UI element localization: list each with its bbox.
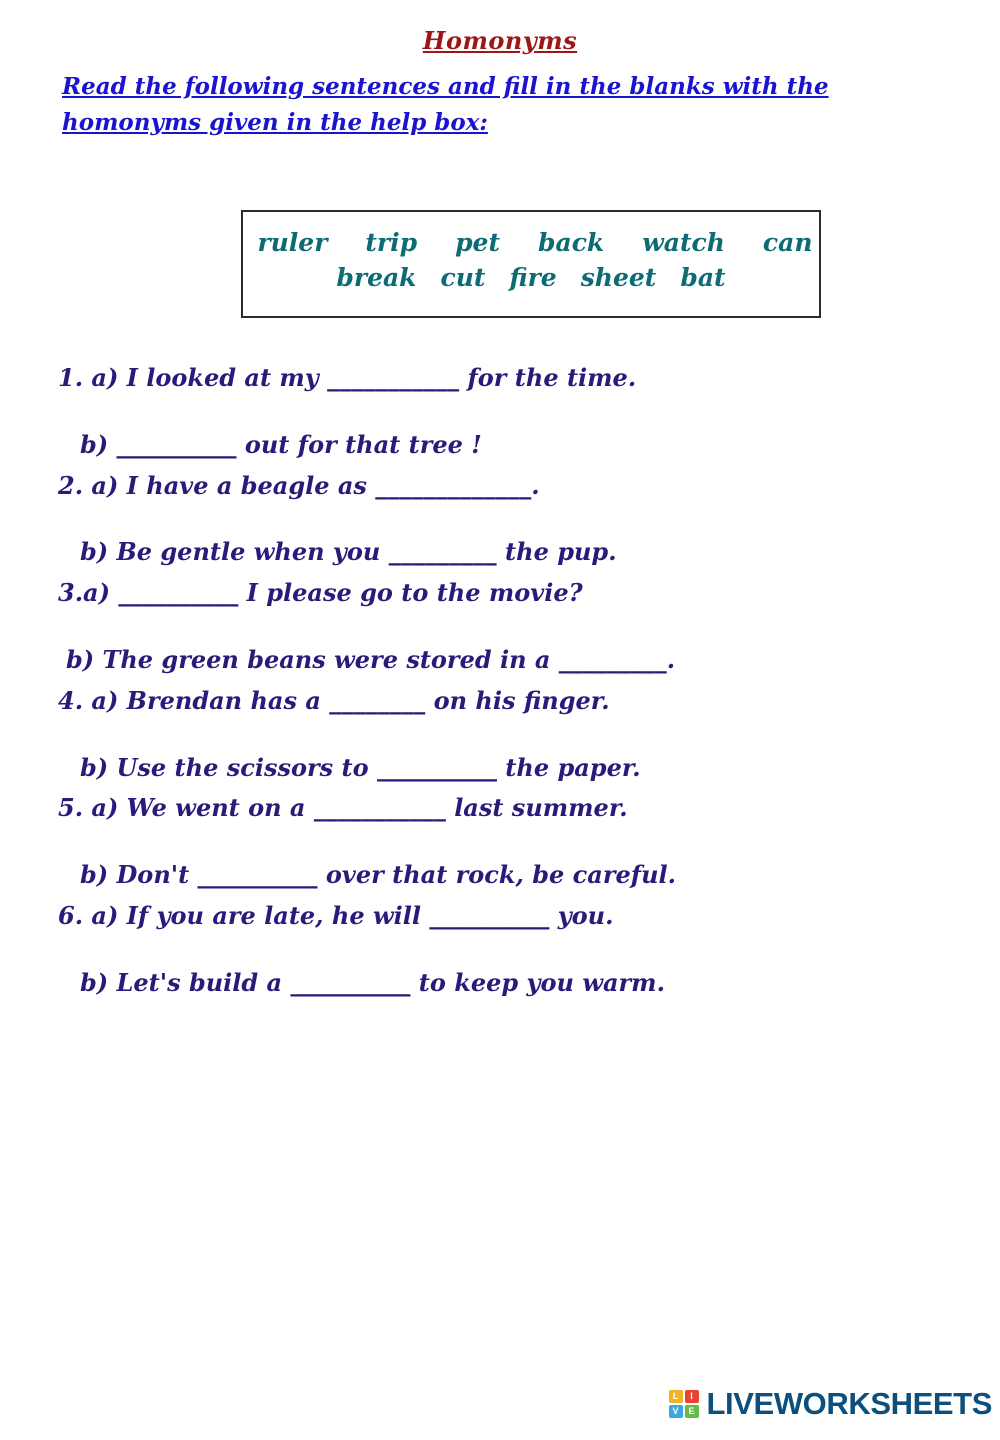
question-6a: 6. a) If you are late, he will __________ you.	[58, 900, 614, 930]
help-box	[241, 210, 821, 318]
instructions-text: Read the following sentences and fill in the blanks with the homonyms given in the help box:	[62, 73, 829, 136]
page-title: Homonyms	[422, 26, 578, 55]
question-5b: b) Don't __________ over that rock, be careful.	[80, 860, 676, 890]
help-word: trip	[365, 228, 418, 257]
help-word: sheet	[580, 263, 657, 292]
help-word: can	[762, 228, 813, 257]
help-box-row-1	[243, 228, 819, 257]
help-word: cut	[440, 263, 486, 292]
liveworksheets-brand: LIVEWORKSHEETS	[706, 1386, 992, 1421]
question-6b: b) Let's build a __________ to keep you warm.	[80, 967, 665, 997]
question-3a: 3.a) __________ I please go to the movie?	[58, 578, 583, 608]
worksheet-page	[0, 26, 1000, 1440]
liveworksheets-logo-icon: L I V E	[669, 1390, 699, 1418]
questions-list	[0, 352, 1000, 998]
help-word: ruler	[257, 228, 328, 257]
help-word: bat	[680, 263, 726, 292]
help-box-row-2	[243, 263, 819, 292]
help-word: pet	[455, 228, 501, 257]
question-2a: 2. a) I have a beagle as _____________.	[58, 470, 540, 500]
question-1a: 1. a) I looked at my ___________ for the time.	[58, 363, 637, 392]
help-word: watch	[642, 228, 725, 257]
help-word: back	[538, 228, 605, 257]
question-3b: b) The green beans were stored in a _________.	[66, 644, 676, 674]
help-word: fire	[509, 263, 557, 292]
question-5a: 5. a) We went on a ___________ last summer.	[58, 793, 628, 823]
question-1b: b) __________ out for that tree !	[80, 429, 482, 459]
liveworksheets-footer	[669, 1386, 992, 1422]
question-4a: 4. a) Brendan has a ________ on his finger.	[58, 685, 610, 715]
question-4b: b) Use the scissors to __________ the paper.	[80, 752, 641, 782]
question-2b: b) Be gentle when you _________ the pup.	[80, 537, 617, 567]
help-word: break	[336, 263, 417, 292]
